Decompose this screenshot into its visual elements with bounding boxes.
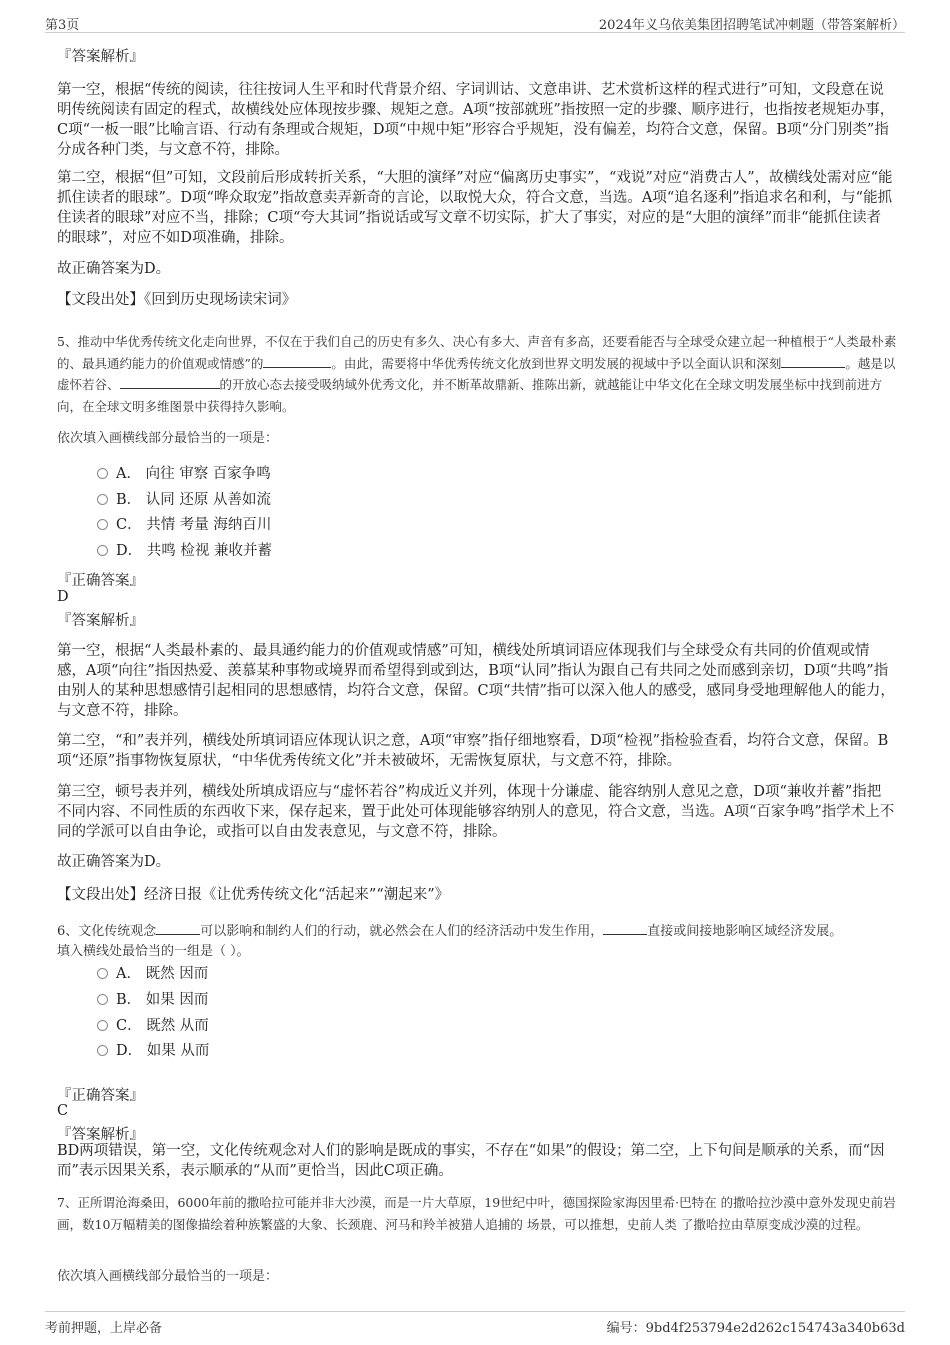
footer-slogan: 考前押题，上岸必备 bbox=[45, 1321, 163, 1336]
q5-prompt: 依次填入画横线部分最恰当的一项是： bbox=[57, 431, 279, 446]
q6-option-c[interactable]: C． 既然 从而 bbox=[97, 1016, 209, 1036]
q5-text-part2: 。由此，需要将中华优秀传统文化放到世界文明发展的视域中予以全面认识和深刻 bbox=[331, 355, 782, 371]
q6-analysis: BD两项错误，第一空，文化传统观念对人们的影响是既成的事实，不存在“如果”的假设；第二空，上下句间是顺承的关系，而“因而”表示因果关系，表示顺承的“从而”更恰当，因此C项正确。 bbox=[57, 1143, 885, 1179]
q6-text-part1: 6、文化传统观念 bbox=[57, 924, 157, 939]
q6-correct-label: 『正确答案』 bbox=[57, 1088, 144, 1104]
document-id: 编号：9bd4f253794e2d262c154743a340b63d bbox=[606, 1321, 905, 1336]
prev-source: 【文段出处】《回到历史现场读宋词》 bbox=[57, 292, 297, 308]
page-header bbox=[45, 12, 905, 33]
radio-icon[interactable] bbox=[97, 519, 108, 530]
q6-option-d[interactable]: D． 如果 从而 bbox=[97, 1041, 209, 1061]
radio-icon[interactable] bbox=[97, 468, 108, 479]
q5-correct-answer: D bbox=[57, 589, 69, 605]
prev-analysis-p2: 第二空，根据“但”可知，文段前后形成转折关系，“大胆的演绎”对应“偏离历史事实”，“戏说”对应“消费古人”，故横线处需对应“能抓住读者的眼球”。D项“哗众取宠”指故意卖弄新奇的言论，以取悦大众，符合文意，当选。A项“追名逐利”指追求名和利，与“能抓住读者的眼球”对应不当，排除；C项“夸大其词”指说话或写文章不切实际，扩大了事实，对应的是“大胆的演绎”而非“能抓住读者的眼球”，对应不如D项准确，排除。 bbox=[57, 170, 893, 246]
q5-option-c[interactable]: C． 共情 考量 海纳百川 bbox=[97, 515, 271, 535]
radio-icon[interactable] bbox=[97, 1045, 108, 1056]
radio-icon[interactable] bbox=[97, 545, 108, 556]
q5-option-d[interactable]: D． 共鸣 检视 兼收并蓄 bbox=[97, 541, 272, 561]
q5-blank-1 bbox=[263, 353, 331, 368]
q5-text-part3: 。越是以虚怀若谷、 bbox=[57, 355, 896, 392]
prev-conclusion: 故正确答案为D。 bbox=[57, 261, 171, 277]
q5-text-part1: 5、推动中华优秀传统文化走向世界，不仅在于我们自己的历史有多久、决心有多大、声音有多高，还要看能否与全球受众建立起一种植根于“人类最朴素的、最具通约能力的价值观或情感”的 bbox=[57, 334, 897, 371]
q5-blank-3 bbox=[120, 374, 220, 389]
prev-analysis-label: 『答案解析』 bbox=[57, 49, 144, 65]
radio-icon[interactable] bbox=[97, 494, 108, 505]
document-title: 2024年义乌依美集团招聘笔试冲刺题（带答案解析） bbox=[598, 18, 905, 33]
q6-option-b[interactable]: B． 如果 因而 bbox=[97, 990, 208, 1010]
q5-analysis-p3: 第三空，顿号表并列，横线处所填成语应与“虚怀若谷”构成近义并列，体现十分谦虚、能容纳别人意见之意，D项“兼收并蓄”指把不同内容、不同性质的东西收下来，保存起来，置于此处可体现能够容纳别人的意见，符合文意，当选。A项“百家争鸣”指学术上不同的学派可以自由争论，或指可以自由发表意见，与文意不符，排除。 bbox=[57, 784, 895, 840]
q5-analysis-label: 『答案解析』 bbox=[57, 613, 144, 629]
q5-blank-2 bbox=[781, 353, 845, 368]
radio-icon[interactable] bbox=[97, 1020, 108, 1031]
q7-prompt: 依次填入画横线部分最恰当的一项是： bbox=[57, 1269, 279, 1284]
q6-prompt: 填入横线处最恰当的一组是（ ）。 bbox=[57, 944, 250, 959]
q6-text bbox=[57, 920, 899, 943]
q5-text bbox=[57, 331, 899, 417]
q6-analysis-label: 『答案解析』 bbox=[57, 1127, 144, 1143]
q5-option-a[interactable]: A． 向往 审察 百家争鸣 bbox=[97, 464, 271, 484]
radio-icon[interactable] bbox=[97, 994, 108, 1005]
q5-correct-label: 『正确答案』 bbox=[57, 573, 144, 589]
q5-analysis-p1: 第一空，根据“人类最朴素的、最具通约能力的价值观或情感”可知，横线处所填词语应体现我们与全球受众有共同的价值观或情感，A项“向往”指因热爱、羡慕某种事物或境界而希望得到或到达，B项“认同”指认为跟自己有共同之处而感到亲切，D项“共鸣”指由别人的某种思想感情引起相同的思想感情，均符合文意，保留。C项“共情”指可以深入他人的感受，感同身受地理解他人的能力，与文意不符，排除。 bbox=[57, 643, 895, 719]
q6-correct-answer: C bbox=[57, 1103, 69, 1119]
page-footer bbox=[45, 1311, 905, 1336]
q5-conclusion: 故正确答案为D。 bbox=[57, 854, 171, 870]
prev-analysis-p1: 第一空，根据“传统的阅读，往往按词人生平和时代背景介绍、字词训诂、文意串讲、艺术赏析这样的程式进行”可知，文段意在说明传统阅读有固定的程式，故横线处应体现按步骤、规矩之意。A项“按部就班”指按照一定的步骤、顺序进行，也指按老规矩办事，C项“一板一眼”比喻言语、行动有条理或合规矩，D项“中规中矩”形容合乎规矩，没有偏差，均符合文意，保留。B项“分门别类”指分成各种门类，与文意不符，排除。 bbox=[57, 82, 895, 158]
q5-analysis-p2: 第二空，“和”表并列，横线处所填词语应体现认识之意，A项“审察”指仔细地察看，D项“检视”指检验查看，均符合文意，保留。B项“还原”指事物恢复原状，“中华优秀传统文化”并未被破坏，无需恢复原状，与文意不符，排除。 bbox=[57, 733, 889, 769]
page-number: 第3页 bbox=[45, 18, 80, 33]
q7-text: 7、正所谓沧海桑田，6000年前的撒哈拉可能并非大沙漠，而是一片大草原，19世纪中叶，德国探险家海因里希·巴特在 的撒哈拉沙漠中意外发现史前岩画，数10万幅精美的图像描绘着种族繁盛的大象、长颈鹿、河马和羚羊被猎人追捕的 场景，可以推想，史前人类 了撒哈拉由草原变成沙漠的过程。 bbox=[57, 1195, 896, 1232]
q5-source: 【文段出处】经济日报《让优秀传统文化“活起来”“潮起来”》 bbox=[57, 887, 450, 903]
q6-option-a[interactable]: A． 既然 因而 bbox=[97, 964, 208, 984]
q6-blank-1 bbox=[156, 920, 200, 935]
q6-blank-2 bbox=[603, 920, 647, 935]
q6-text-part3: 直接或间接地影响区域经济发展。 bbox=[647, 924, 843, 939]
q5-option-b[interactable]: B． 认同 还原 从善如流 bbox=[97, 490, 271, 510]
radio-icon[interactable] bbox=[97, 968, 108, 979]
q5-text-part4: 的开放心态去接受吸纳域外优秀文化，并不断革故鼎新、推陈出新，就越能让中华文化在全球文明发展坐标中找到前进方向，在全球文明多维图景中获得持久影响。 bbox=[57, 377, 883, 414]
q6-text-part2: 可以影响和制约人们的行动，就必然会在人们的经济活动中发生作用， bbox=[200, 924, 604, 939]
